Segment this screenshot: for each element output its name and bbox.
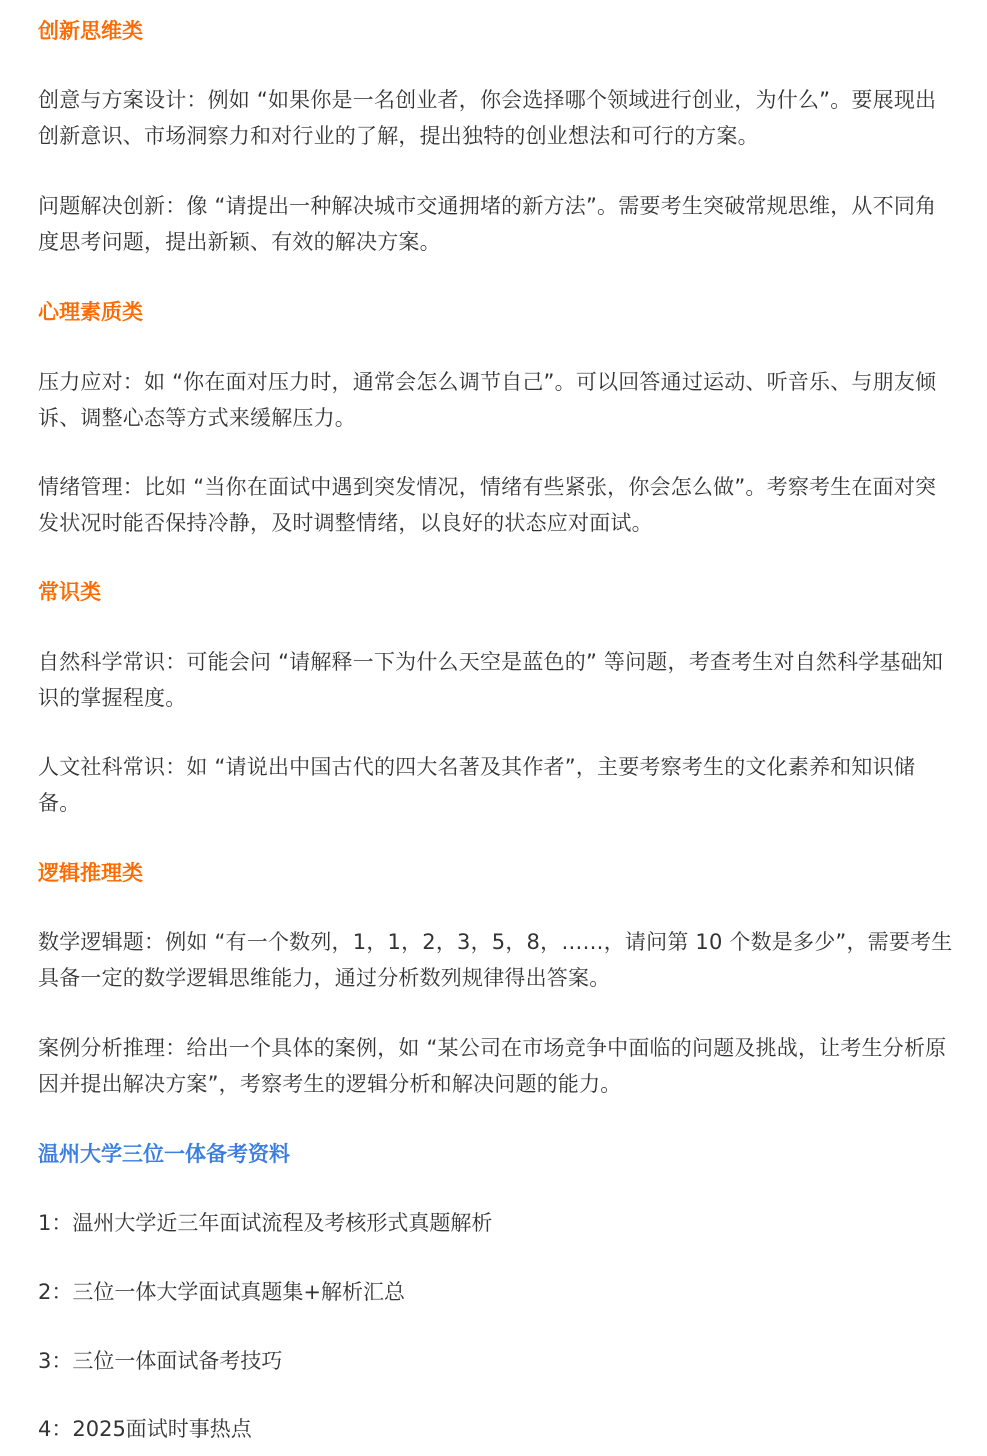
resource-item-4: 4：2025面试时事热点: [38, 1417, 252, 1441]
paragraph-logic-1: 数学逻辑题：例如 “有一个数列，1，1，2，3，5，8，……，请问第 10 个数是多少”，需要考生具备一定的数学逻辑思维能力，通过分析数列规律得出答案。: [38, 930, 953, 990]
section-heading-psychology: 心理素质类: [38, 300, 143, 324]
section-heading-common-knowledge: 常识类: [38, 580, 101, 604]
resources-heading: 温州大学三位一体备考资料: [38, 1142, 290, 1166]
paragraph-common-knowledge-1: 自然科学常识：可能会问 “请解释一下为什么天空是蓝色的” 等问题，考查考生对自然科学基础知识的掌握程度。: [38, 650, 944, 710]
paragraph-psychology-2: 情绪管理：比如 “当你在面试中遇到突发情况，情绪有些紧张，你会怎么做”。考察考生在面对突发状况时能否保持冷静，及时调整情绪，以良好的状态应对面试。: [38, 475, 937, 535]
resource-item-2: 2：三位一体大学面试真题集+解析汇总: [38, 1280, 405, 1304]
paragraph-logic-2: 案例分析推理：给出一个具体的案例，如 “某公司在市场竞争中面临的问题及挑战，让考生分析原因并提出解决方案”，考察考生的逻辑分析和解决问题的能力。: [38, 1036, 947, 1096]
resource-item-3: 3：三位一体面试备考技巧: [38, 1349, 283, 1373]
paragraph-psychology-1: 压力应对：如 “你在面对压力时，通常会怎么调节自己”。可以回答通过运动、听音乐、与朋友倾诉、调整心态等方式来缓解压力。: [38, 370, 937, 430]
resource-item-1: 1：温州大学近三年面试流程及考核形式真题解析: [38, 1211, 493, 1235]
section-heading-innovation: 创新思维类: [38, 19, 143, 43]
paragraph-common-knowledge-2: 人文社科常识：如 “请说出中国古代的四大名著及其作者”，主要考察考生的文化素养和知识储备。: [38, 755, 916, 815]
paragraph-innovation-2: 问题解决创新：像 “请提出一种解决城市交通拥堵的新方法”。需要考生突破常规思维，从不同角度思考问题，提出新颖、有效的解决方案。: [38, 194, 937, 254]
section-heading-logic: 逻辑推理类: [38, 861, 143, 885]
paragraph-innovation-1: 创意与方案设计：例如 “如果你是一名创业者，你会选择哪个领域进行创业，为什么”。要展现出创新意识、市场洞察力和对行业的了解，提出独特的创业想法和可行的方案。: [38, 88, 937, 148]
